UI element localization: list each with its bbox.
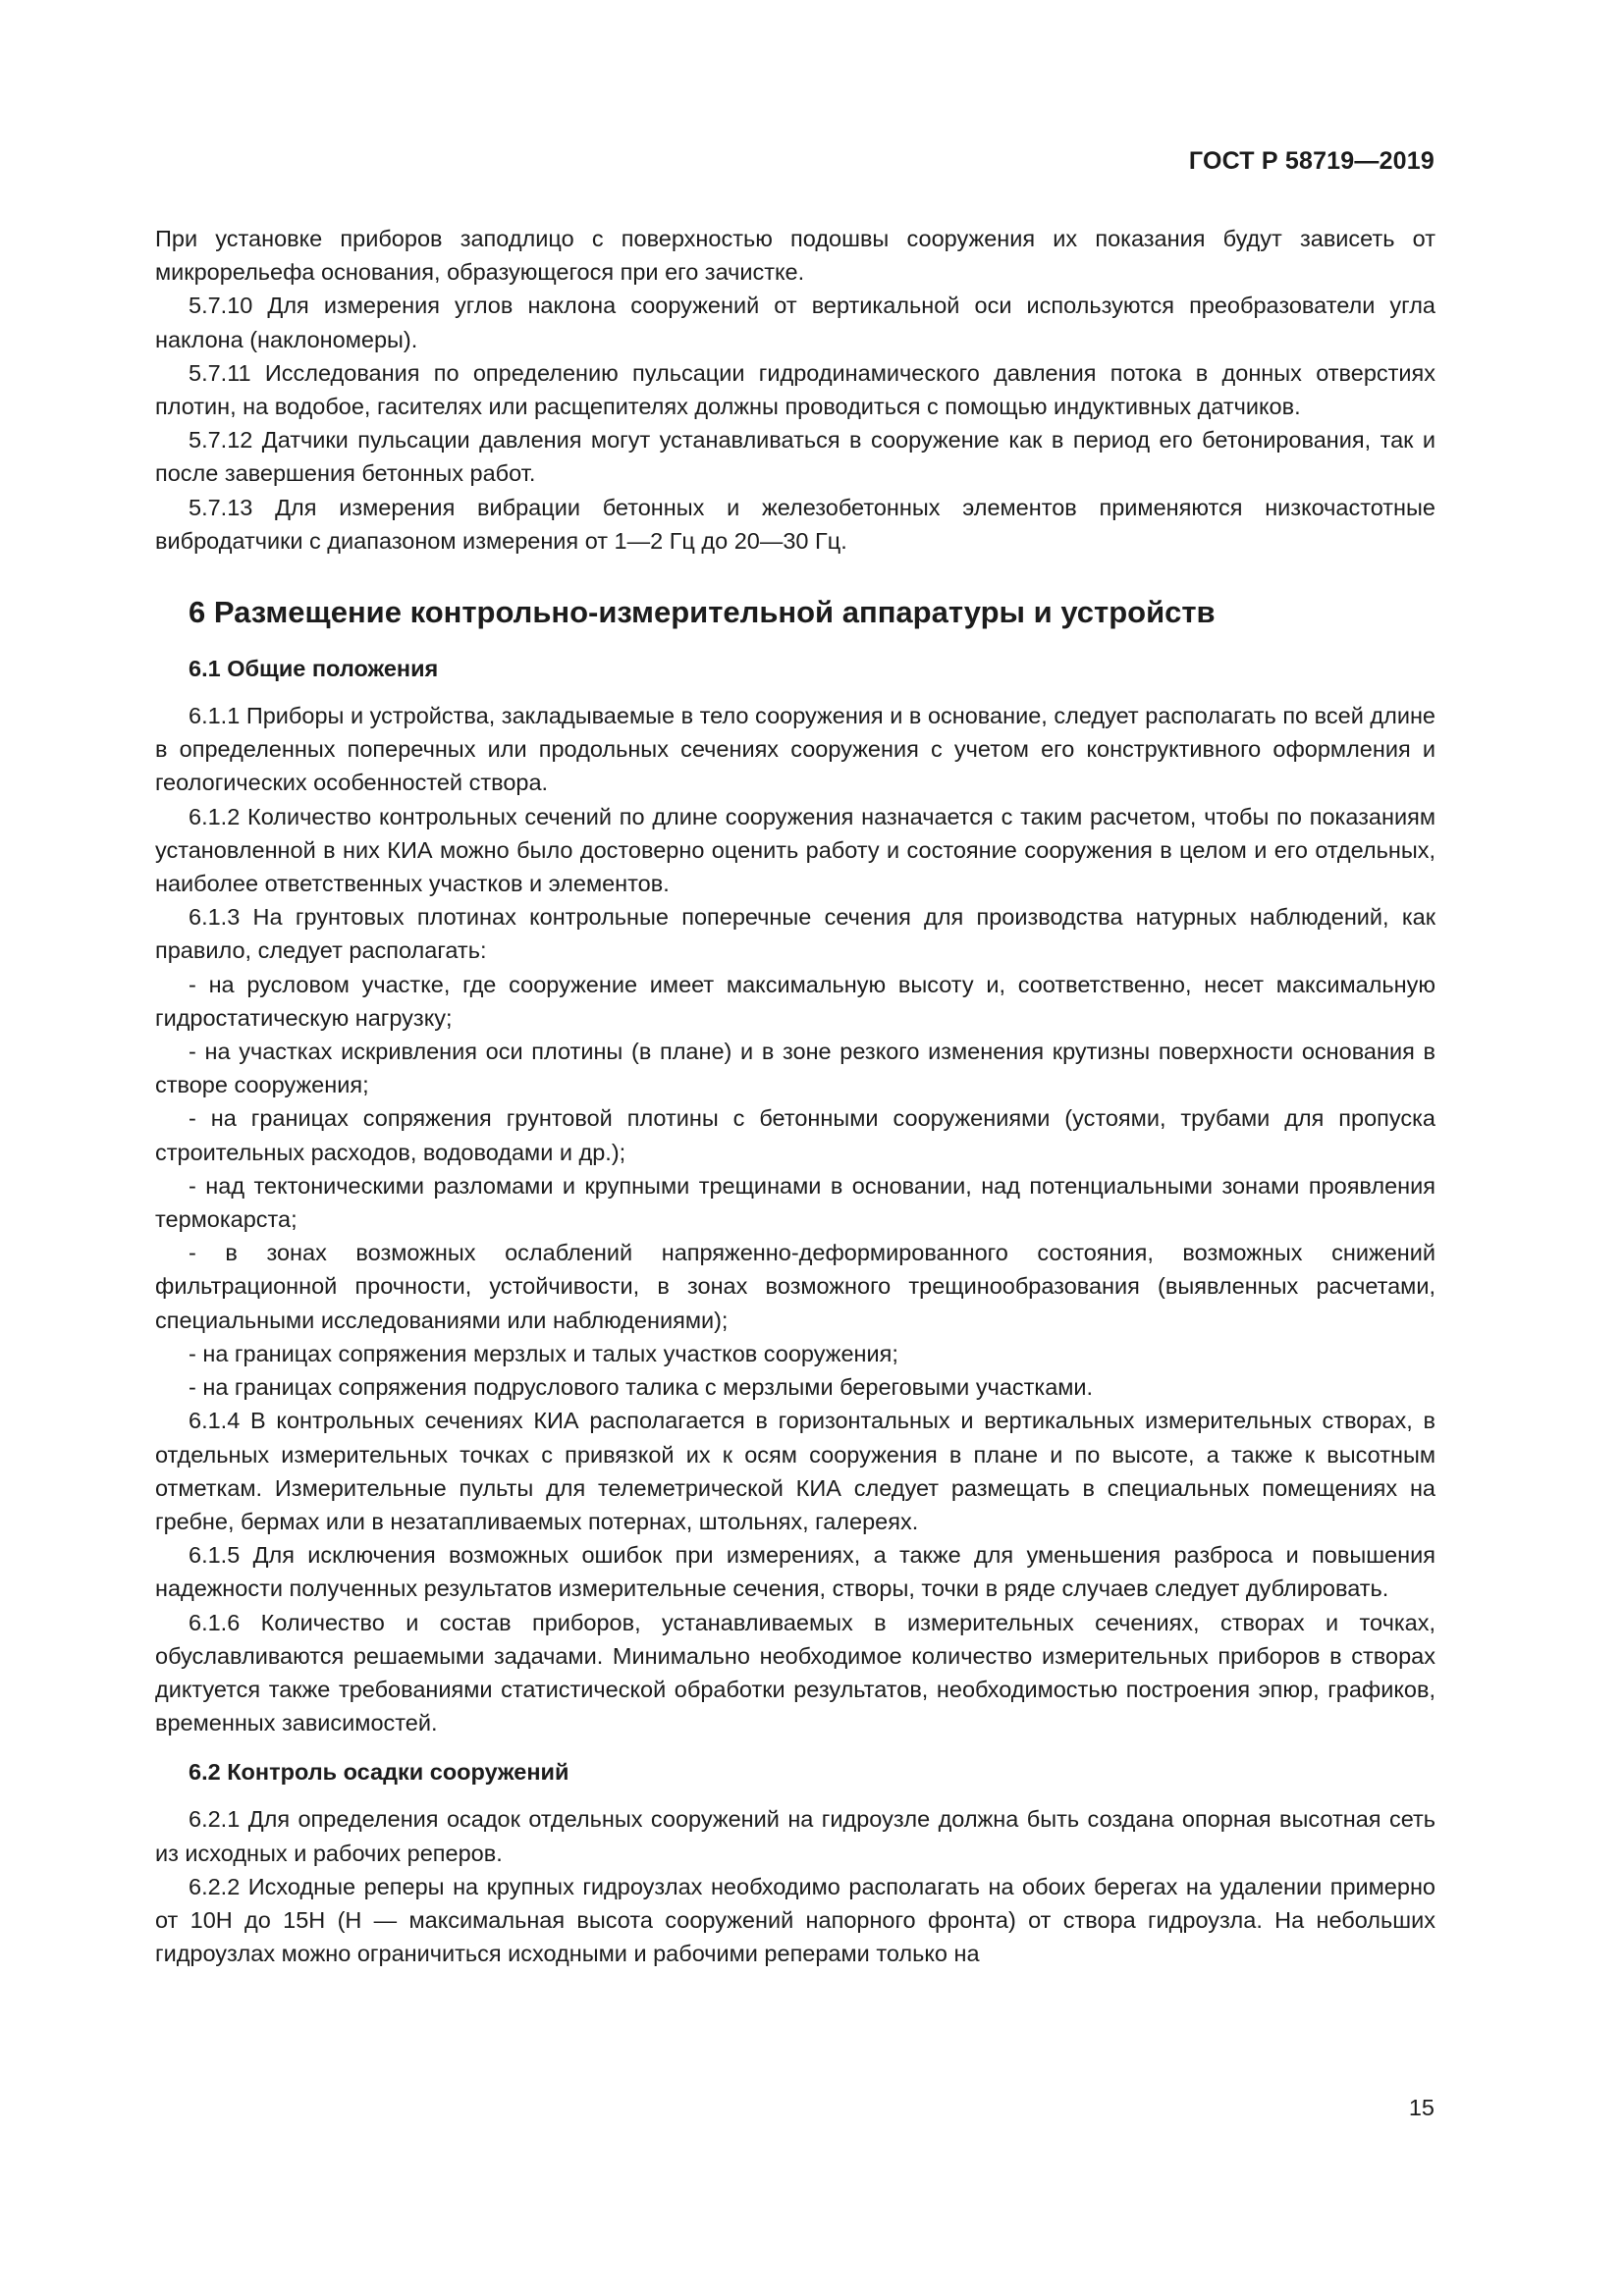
paragraph: 5.7.13 Для измерения вибрации бетонных и железобетонных элементов применяются низкочастотные вибродатчики с диапазоном измерения от 1—2 Гц до 20—30 Гц. bbox=[155, 494, 1435, 554]
paragraph: - на границах сопряжения мерзлых и талых участков сооружения; bbox=[189, 1340, 898, 1366]
paragraph: При установке приборов заподлицо с поверхностью подошвы сооружения их показания будут зависеть от микрорельефа основания, образующегося при его зачистке. bbox=[155, 226, 1435, 286]
document-body bbox=[155, 222, 1435, 1970]
paragraph: 6.2.2 Исходные реперы на крупных гидроузлах необходимо располагать на обоих берегах на удалении примерно от 10Н до 15Н (Н — максимальная высота сооружений напорного фронта) от створа гидроузла. На небольших гидроузлах можно ограничиться исходными и рабочими реперами только на bbox=[155, 1873, 1435, 1967]
paragraph: 5.7.11 Исследования по определению пульсации гидродинамического давления потока в донных отверстиях плотин, на водобое, гасителях или расщепителях должны проводиться с помощью индуктивных датчиков. bbox=[155, 359, 1435, 420]
paragraph: - на границах сопряжения грунтовой плотины с бетонными сооружениями (устоями, трубами для пропуска строительных расходов, водоводами и др.); bbox=[155, 1105, 1435, 1165]
paragraph: - на участках искривления оси плотины (в плане) и в зоне резкого изменения крутизны поверхности основания в створе сооружения; bbox=[155, 1039, 1435, 1098]
document-code-header: ГОСТ Р 58719—2019 bbox=[1188, 147, 1435, 175]
paragraph: - в зонах возможных ослаблений напряженно-деформированного состояния, возможных снижений фильтрационной прочности, устойчивости, в зонах возможного трещинообразования (выявленных расчетами, специальными исследованиями или наблюдениями); bbox=[155, 1240, 1435, 1333]
paragraph: 6.1.3 На грунтовых плотинах контрольные поперечные сечения для производства натурных наблюдений, как правило, следует располагать: bbox=[155, 904, 1435, 964]
section-heading: 6 Размещение контрольно-измерительной аппаратуры и устройств bbox=[189, 595, 1216, 630]
paragraph: - на русловом участке, где сооружение имеет максимальную высоту и, соответственно, несет максимальную гидростатическую нагрузку; bbox=[155, 971, 1435, 1031]
paragraph: 6.1.4 В контрольных сечениях КИА располагается в горизонтальных и вертикальных измерительных створах, в отдельных измерительных точках с привязкой их к осям сооружения в плане и по высоте, а также к высотным отметкам. Измерительные пульты для телеметрической КИА следует размещать в специальных помещениях на гребне, бермах или в незатапливаемых потернах, штольнях, галереях. bbox=[155, 1408, 1435, 1534]
subsection-heading: 6.1 Общие положения bbox=[189, 656, 439, 682]
subsection-heading: 6.2 Контроль осадки сооружений bbox=[189, 1759, 569, 1786]
paragraph: - на границах сопряжения подруслового талика с мерзлыми береговыми участками. bbox=[189, 1374, 1094, 1401]
paragraph: 6.1.5 Для исключения возможных ошибок при измерениях, а также для уменьшения разброса и повышения надежности полученных результатов измерительные сечения, створы, точки в ряде случаев следует дублировать. bbox=[155, 1542, 1435, 1602]
paragraph: - над тектоническими разломами и крупными трещинами в основании, над потенциальными зонами проявления термокарста; bbox=[155, 1172, 1435, 1233]
paragraph: 6.1.1 Приборы и устройства, закладываемые в тело сооружения и в основание, следует располагать по всей длине в определенных поперечных или продольных сечениях сооружения с учетом его конструктивного оформления и геологических особенностей створа. bbox=[155, 703, 1435, 796]
paragraph: 6.1.2 Количество контрольных сечений по длине сооружения назначается с таким расчетом, чтобы по показаниям установленной в них КИА можно было достоверно оценить работу и состояние сооружения в целом и его отдельных, наиболее ответственных участков и элементов. bbox=[155, 803, 1435, 897]
paragraph: 6.1.6 Количество и состав приборов, устанавливаемых в измерительных сечениях, створах и точках, обуславливаются решаемыми задачами. Минимально необходимое количество измерительных приборов в створах диктуется также требованиями статистической обработки результатов, необходимостью построения эпюр, графиков, временных зависимостей. bbox=[155, 1609, 1435, 1736]
paragraph: 5.7.10 Для измерения углов наклона сооружений от вертикальной оси используются преобразователи угла наклона (наклономеры). bbox=[155, 293, 1435, 352]
page-number: 15 bbox=[1408, 2095, 1435, 2120]
paragraph: 6.2.1 Для определения осадок отдельных сооружений на гидроузле должна быть создана опорная высотная сеть из исходных и рабочих реперов. bbox=[155, 1806, 1435, 1866]
paragraph: 5.7.12 Датчики пульсации давления могут устанавливаться в сооружение как в период его бетонирования, так и после завершения бетонных работ. bbox=[155, 427, 1435, 487]
